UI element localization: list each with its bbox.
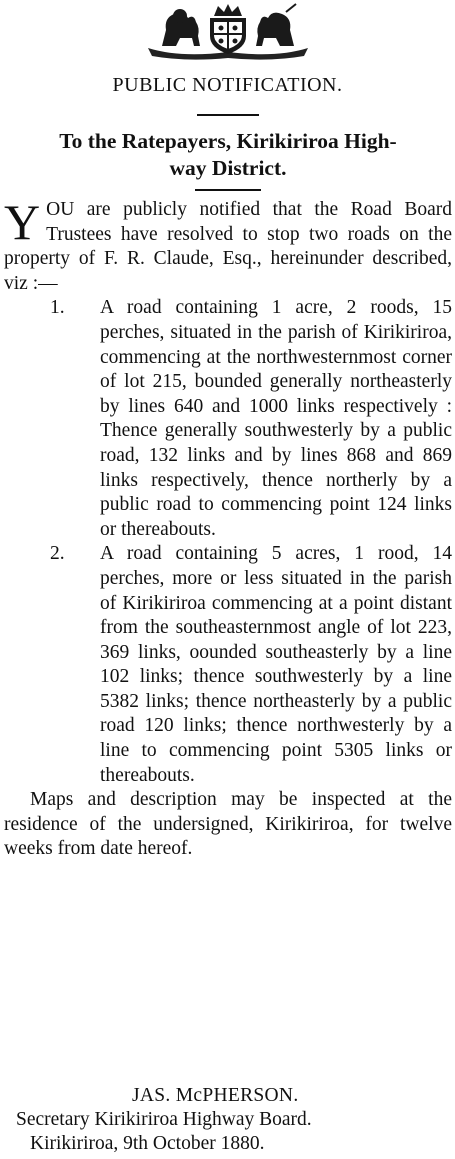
royal-coat-of-arms-icon [140, 2, 316, 60]
road-item-number: 2. [50, 543, 65, 565]
heading-divider [197, 114, 259, 116]
addressee-line-2: way District. [169, 156, 287, 180]
road-item-text: A road containing 1 acre, 2 roods, 15 perches, situated in the parish of Kirikiriroa, commencing at the northwesternmost corner of lot 215, bounded generally northeasterly by lines 640 and 1000 links respectively : Thence generally southwesterly by a public road, 132 links and by lines 868 and 869 links respectively, thence northerly by a public road to commencing point 124 links or thereabouts. [100, 297, 452, 540]
road-item-number: 1. [50, 297, 65, 319]
notice-heading: PUBLIC NOTIFICATION. [112, 74, 343, 96]
road-item [4, 296, 452, 542]
notice-body [4, 194, 452, 862]
intro-text: OU are publicly notified that the Road Board Trustees have resolved to stop two roads on the property of F. R. Claude, Esq., hereinunder described, viz :— [4, 199, 452, 294]
signatory-name: JAS. McPHERSON. [132, 1085, 299, 1106]
drop-cap: Y [4, 194, 41, 250]
intro-paragraph [4, 194, 452, 296]
place-and-date: Kirikiriroa, 9th October 1880. [30, 1133, 265, 1154]
road-item-text: A road containing 5 acres, 1 rood, 14 perches, more or less situated in the parish of Kirikiriroa commencing at a point distant from the southeasternmost angle of lot 223, 369 links, oounded southeasterly by a line 102 links; thence southwesterly by a line 5382 links; thence northeasterly by a public road 120 links; thence northwesterly by a line to commencing point 5305 links or thereabouts. [100, 543, 452, 786]
addressee-divider [195, 189, 261, 191]
addressee-line-1: To the Ratepayers, Kirikiriroa High- [59, 129, 397, 153]
addressee-title [4, 128, 452, 182]
closing-paragraph: Maps and description may be inspected at the residence of the undersigned, Kirikiriroa, for twelve weeks from date hereof. [4, 789, 452, 860]
road-item [4, 542, 452, 788]
signatory-title: Secretary Kirikiriroa Highway Board. [16, 1109, 312, 1130]
road-list [4, 296, 452, 788]
